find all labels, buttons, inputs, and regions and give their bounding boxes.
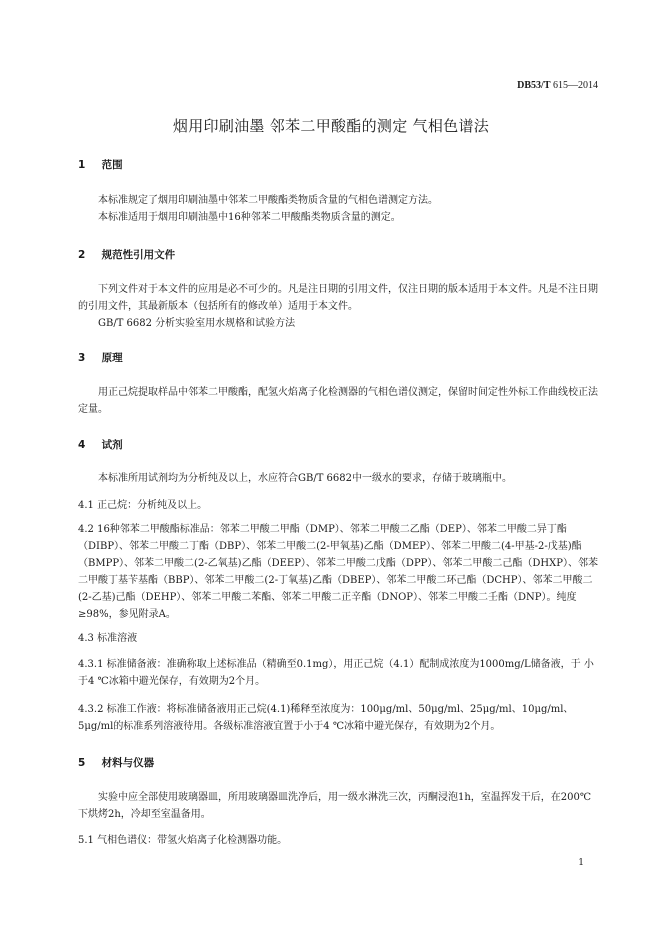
section-5-title: 材料与仪器 bbox=[101, 757, 155, 769]
section-1-number: 1 bbox=[78, 159, 86, 171]
section-2-paragraph-1: 下列文件对于本文件的应用是必不可少的。凡是注日期的引用文件，仅注日期的版本适用于本文件。凡是不注日期的引用文件，其最新版本（包括所有的修改单）适用于本文件。 bbox=[78, 284, 598, 312]
section-4-heading bbox=[78, 437, 123, 452]
clause-4-2: 4.2 16种邻苯二甲酸酯标准品：邻苯二甲酸二甲酯（DMP）、邻苯二甲酸二乙酯（DEP）、邻苯二甲酸二异丁酯（DIBP）、邻苯二甲酸二丁酯（DBP）、邻苯二甲酸二(2-甲氧基)乙酯（DMEP）、邻苯二甲酸二(4-甲基-2-戊基)酯（BMPP）、邻苯二甲酸二(2-乙氧基)乙酯（DEEP）、邻苯二甲酸二戊酯（DPP）、邻苯二甲酸二己酯（DHXP）、邻苯二甲酸丁基苄基酯（BBP）、邻苯二甲酸二(2-丁氧基)乙酯（DBEP）、邻苯二甲酸二环己酯（DCHP）、邻苯二甲酸二(2-乙基)己酯（DEHP）、邻苯二甲酸二苯酯、邻苯二甲酸二正辛酯（DNOP）、邻苯二甲酸二壬酯（DNP）。纯度≥98%，参见附录A。 bbox=[78, 524, 598, 620]
section-3-paragraph-1: 用正己烷提取样品中邻苯二甲酸酯，配氢火焰离子化检测器的气相色谱仪测定，保留时间定性外标工作曲线校正法定量。 bbox=[78, 387, 598, 415]
section-4-title: 试剂 bbox=[101, 439, 123, 451]
section-5-number: 5 bbox=[78, 757, 86, 769]
section-2-reference: GB/T 6682 分析实验室用水规格和试验方法 bbox=[98, 318, 296, 329]
standard-code bbox=[517, 80, 598, 91]
clause-4-3-2: 4.3.2 标准工作液：将标准储备液用正己烷(4.1)稀释至浓度为：100μg/ml、50μg/ml、25μg/ml、10μg/ml、5μg/ml的标准系列溶液待用。各级标准溶液宜置于小于4 ℃冰箱中避光保存，有效期为2个月。 bbox=[78, 704, 574, 732]
section-3-number: 3 bbox=[78, 352, 86, 364]
section-3-title: 原理 bbox=[101, 352, 123, 364]
standard-prefix: DB53/T bbox=[517, 80, 551, 91]
section-4-number: 4 bbox=[78, 439, 86, 451]
clause-4-3: 4.3 标准溶液 bbox=[78, 633, 138, 644]
clause-4-1: 4.1 正己烷：分析纯及以上。 bbox=[78, 500, 208, 511]
page-number: 1 bbox=[578, 858, 584, 868]
document-title: 烟用印刷油墨 邻苯二甲酸酯的测定 气相色谱法 bbox=[172, 117, 490, 135]
section-2-number: 2 bbox=[78, 249, 86, 261]
section-2-title: 规范性引用文件 bbox=[101, 249, 176, 261]
section-2-heading bbox=[78, 247, 175, 262]
section-4-paragraph-1: 本标准所用试剂均为分析纯及以上，水应符合GB/T 6682中一级水的要求，存储于玻璃瓶中。 bbox=[98, 473, 513, 484]
clause-5-1: 5.1 气相色谱仪：带氢火焰离子化检测器功能。 bbox=[78, 835, 288, 846]
section-1-paragraph-1: 本标准规定了烟用印刷油墨中邻苯二甲酸酯类物质含量的气相色谱测定方法。 bbox=[98, 195, 438, 206]
clause-4-3-1: 4.3.1 标准储备液：准确称取上述标准品（精确至0.1mg），用正己烷（4.1）配制成浓度为1000mg/L储备液，于 小于4 ℃冰箱中避光保存，有效期为2个月。 bbox=[78, 659, 594, 687]
section-1-title: 范围 bbox=[101, 159, 123, 171]
section-1-paragraph-2: 本标准适用于烟用印刷油墨中16种邻苯二甲酸酯类物质含量的测定。 bbox=[98, 212, 401, 223]
section-3-heading bbox=[78, 350, 123, 365]
section-1-heading bbox=[78, 157, 123, 172]
standard-number: 615—2014 bbox=[553, 80, 598, 91]
section-5-heading bbox=[78, 755, 154, 770]
section-5-paragraph-1: 实验中应全部使用玻璃器皿，所用玻璃器皿洗净后，用一级水淋洗三次，丙酮浸泡1h，室温挥发干后，在200℃下烘烤2h，冷却至室温备用。 bbox=[78, 792, 592, 820]
